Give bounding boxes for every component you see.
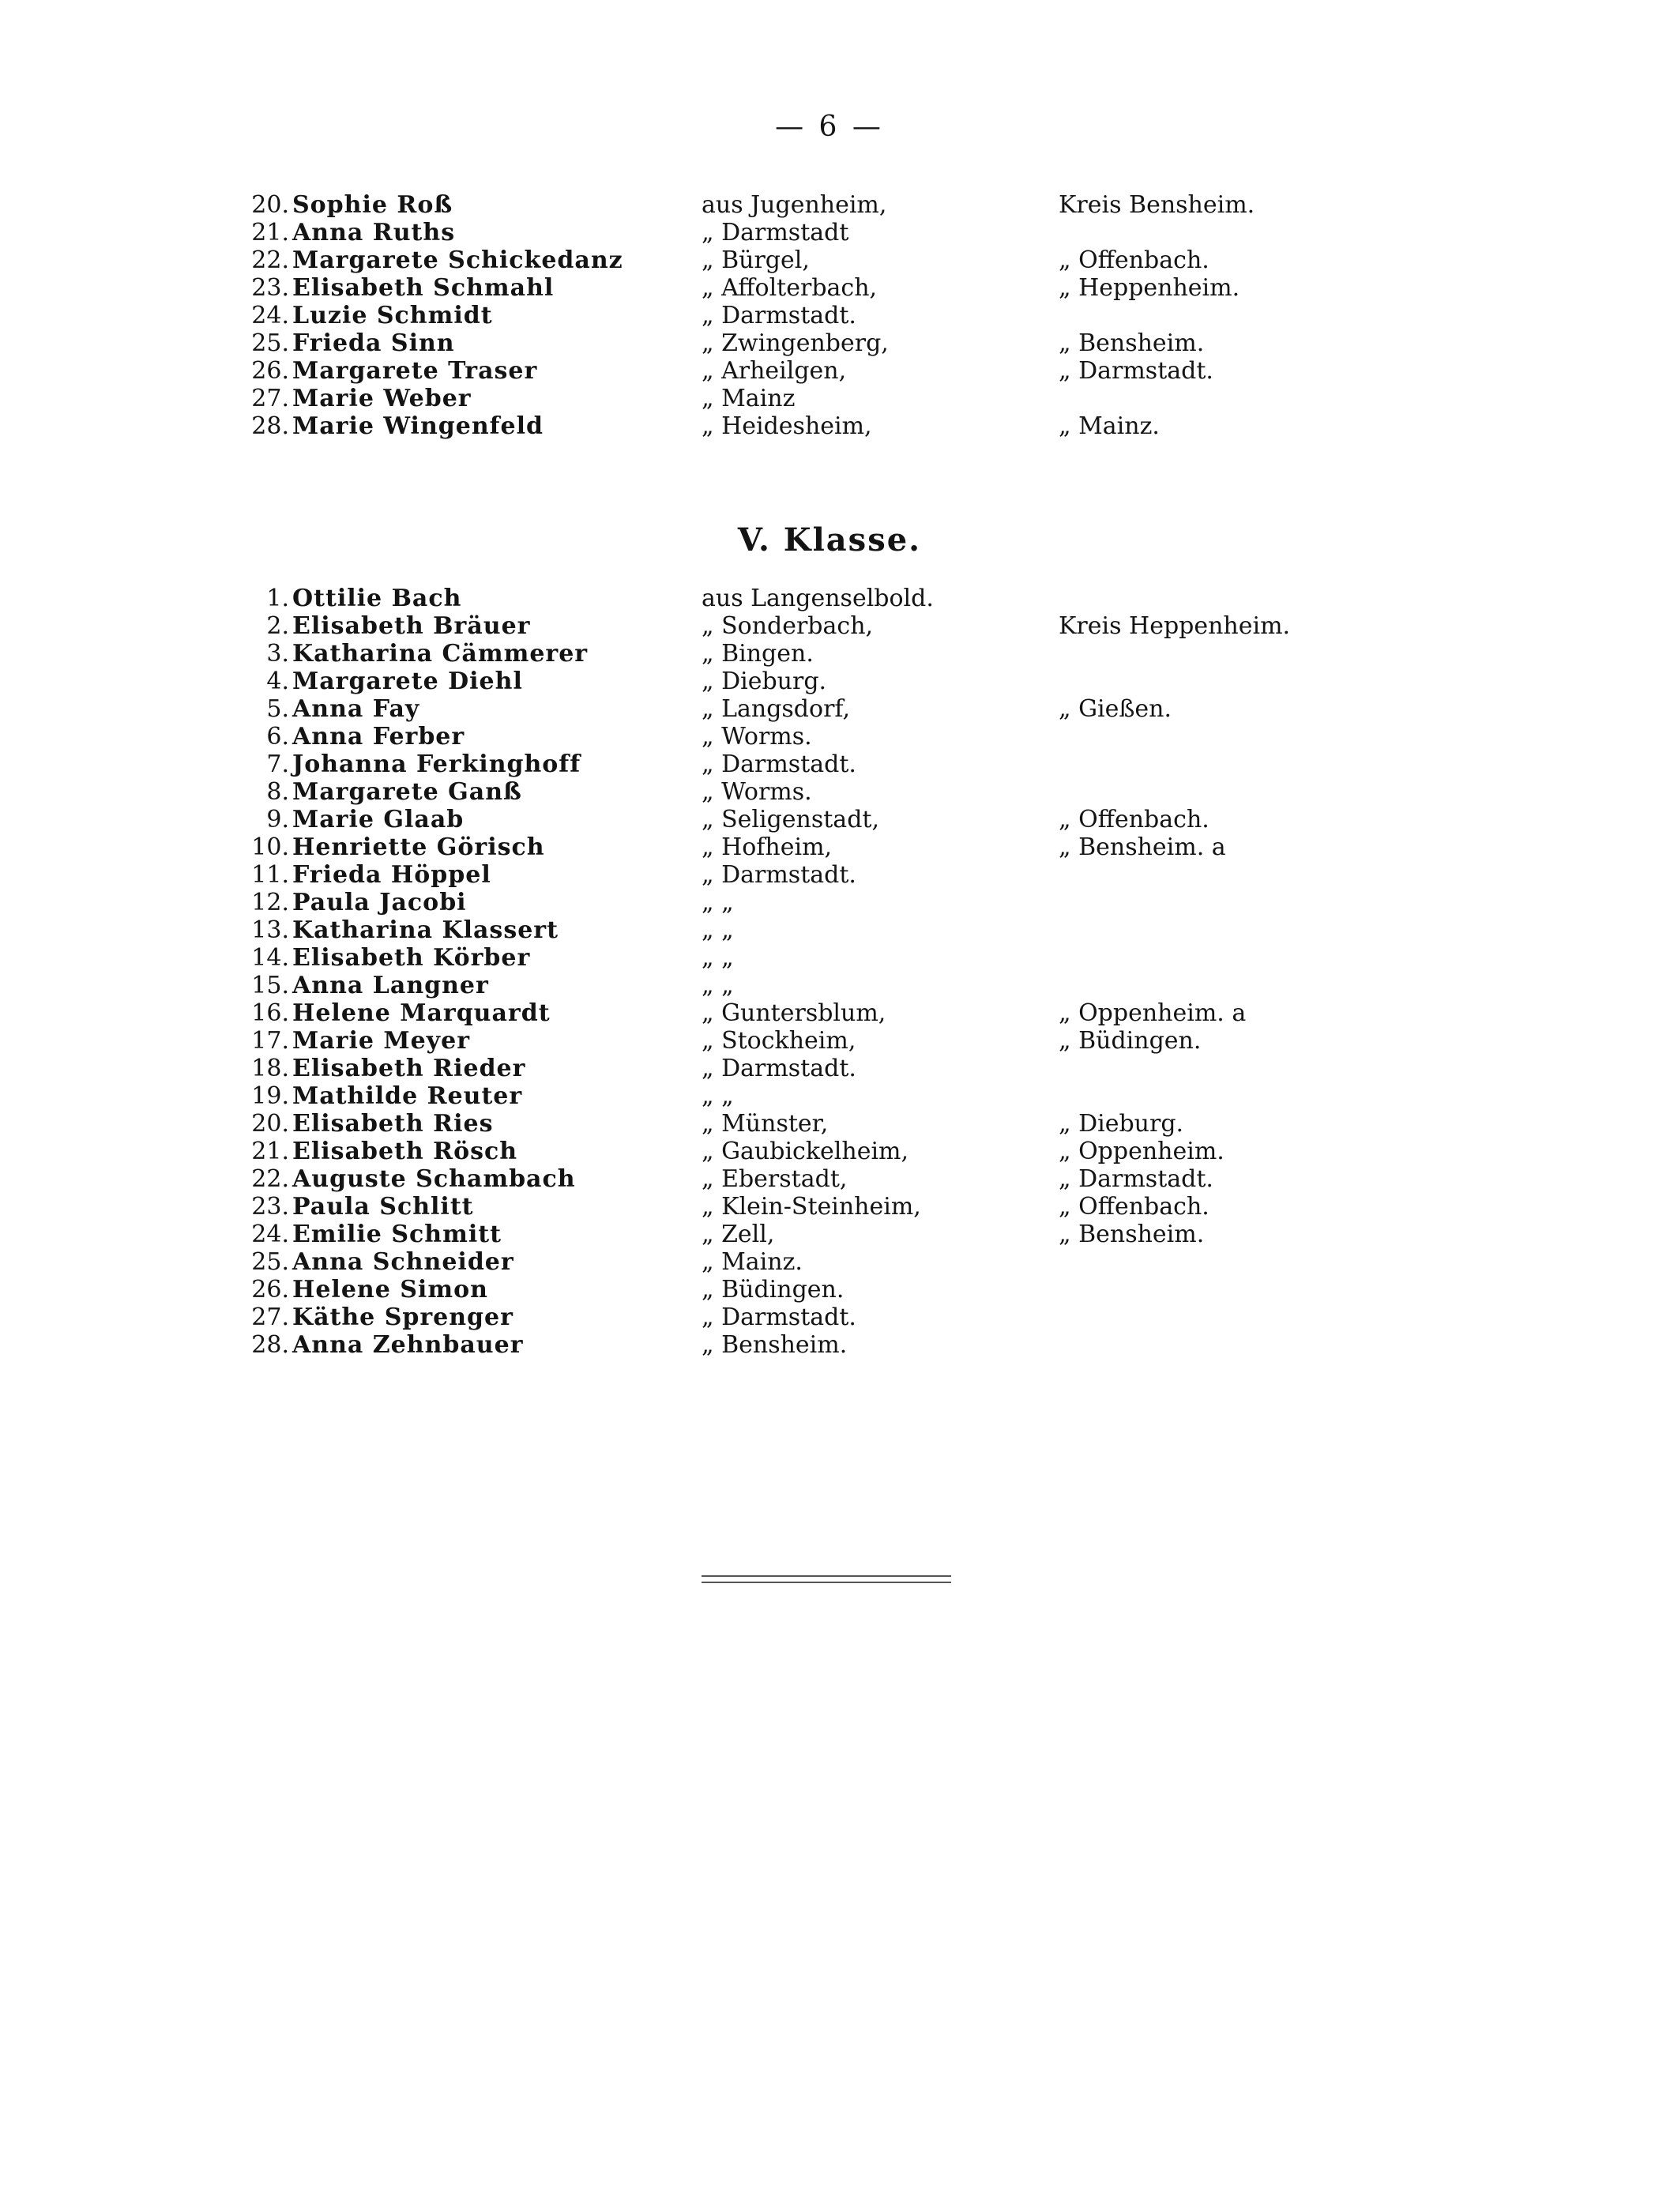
district: „ Offenbach. (1059, 806, 1209, 833)
student-name: Margarete Schickedanz (292, 246, 623, 274)
hometown: „ Mainz. (702, 1248, 803, 1276)
list-item (0, 412, 1659, 440)
class-list-continued (0, 191, 1659, 440)
student-name: Marie Weber (292, 385, 472, 412)
list-item (0, 833, 1659, 861)
hometown: „ Bürgel, (702, 246, 810, 274)
list-item (0, 1248, 1659, 1276)
district: „ Bensheim. (1059, 1221, 1205, 1248)
district: „ Bensheim. (1059, 329, 1205, 357)
list-item (0, 219, 1659, 246)
hometown: „ Sonderbach, (702, 612, 874, 640)
student-name: Ottilie Bach (292, 585, 462, 612)
list-item (0, 357, 1659, 385)
district: Kreis Heppenheim. (1059, 612, 1291, 640)
entry-number: 18. (251, 1055, 289, 1082)
hometown: „ „ (702, 944, 734, 972)
district: „ Bensheim. a (1059, 833, 1226, 861)
hometown: „ Langsdorf, (702, 695, 850, 723)
district: „ Mainz. (1059, 412, 1160, 440)
entry-number: 4. (266, 668, 289, 695)
page-number: — 6 — (775, 111, 884, 143)
entry-number: 17. (251, 1027, 289, 1055)
hometown: „ Worms. (702, 778, 812, 806)
entry-number: 23. (251, 274, 289, 302)
student-name: Frieda Höppel (292, 861, 491, 889)
entry-number: 21. (251, 219, 289, 246)
district: „ Darmstadt. (1059, 1165, 1213, 1193)
student-name: Frieda Sinn (292, 329, 455, 357)
hometown: „ „ (702, 889, 734, 916)
list-item (0, 246, 1659, 274)
hometown: „ Stockheim, (702, 1027, 856, 1055)
hometown: „ Darmstadt (702, 219, 849, 246)
student-name: Emilie Schmitt (292, 1221, 502, 1248)
list-item (0, 972, 1659, 999)
student-name: Helene Simon (292, 1276, 488, 1304)
hometown: „ Seligenstadt, (702, 806, 879, 833)
hometown: „ Hofheim, (702, 833, 833, 861)
entry-number: 15. (251, 972, 289, 999)
entry-number: 13. (251, 916, 289, 944)
hometown: aus Jugenheim, (702, 191, 887, 219)
section-title: V. Klasse. (737, 521, 922, 559)
list-item (0, 806, 1659, 833)
entry-number: 22. (251, 246, 289, 274)
entry-number: 3. (266, 640, 289, 668)
list-item (0, 585, 1659, 612)
list-item (0, 1193, 1659, 1221)
district: „ Heppenheim. (1059, 274, 1240, 302)
list-item (0, 668, 1659, 695)
list-item (0, 1304, 1659, 1331)
student-name: Anna Langner (292, 972, 489, 999)
district: „ Oppenheim. a (1059, 999, 1247, 1027)
hometown: „ Heidesheim, (702, 412, 872, 440)
student-name: Marie Glaab (292, 806, 465, 833)
student-name: Sophie Roß (292, 191, 453, 219)
list-item (0, 695, 1659, 723)
entry-number: 19. (251, 1082, 289, 1110)
entry-number: 25. (251, 1248, 289, 1276)
hometown: „ Klein-Steinheim, (702, 1193, 921, 1221)
hometown: „ Darmstadt. (702, 1304, 856, 1331)
entry-number: 28. (251, 412, 289, 440)
list-item (0, 1221, 1659, 1248)
list-item (0, 1276, 1659, 1304)
hometown: „ „ (702, 916, 734, 944)
list-item (0, 612, 1659, 640)
student-name: Anna Fay (292, 695, 420, 723)
entry-number: 8. (266, 778, 289, 806)
student-name: Katharina Cämmerer (292, 640, 589, 668)
hometown: „ Zwingenberg, (702, 329, 889, 357)
list-item (0, 861, 1659, 889)
student-name: Elisabeth Schmahl (292, 274, 555, 302)
student-name: Elisabeth Ries (292, 1110, 494, 1138)
list-item (0, 1165, 1659, 1193)
entry-number: 20. (251, 1110, 289, 1138)
student-name: Elisabeth Körber (292, 944, 531, 972)
student-name: Paula Schlitt (292, 1193, 474, 1221)
entry-number: 12. (251, 889, 289, 916)
district: „ Offenbach. (1059, 1193, 1209, 1221)
list-item (0, 999, 1659, 1027)
entry-number: 7. (266, 750, 289, 778)
student-name: Anna Schneider (292, 1248, 514, 1276)
list-item (0, 750, 1659, 778)
entry-number: 16. (251, 999, 289, 1027)
student-name: Paula Jacobi (292, 889, 467, 916)
entry-number: 26. (251, 1276, 289, 1304)
list-item (0, 778, 1659, 806)
student-name: Anna Zehnbauer (292, 1331, 524, 1359)
hometown: „ Zell, (702, 1221, 775, 1248)
list-item (0, 1082, 1659, 1110)
list-item (0, 274, 1659, 302)
entry-number: 27. (251, 385, 289, 412)
entry-number: 2. (266, 612, 289, 640)
list-item (0, 302, 1659, 329)
entry-number: 6. (266, 723, 289, 750)
list-item (0, 889, 1659, 916)
student-name: Elisabeth Bräuer (292, 612, 531, 640)
list-item (0, 329, 1659, 357)
district: „ Offenbach. (1059, 246, 1209, 274)
hometown: „ „ (702, 972, 734, 999)
hometown: „ Bingen. (702, 640, 814, 668)
double-rule-divider (702, 1575, 951, 1583)
entry-number: 9. (266, 806, 289, 833)
student-name: Anna Ferber (292, 723, 465, 750)
entry-number: 23. (251, 1193, 289, 1221)
student-name: Käthe Sprenger (292, 1304, 514, 1331)
hometown: „ „ (702, 1082, 734, 1110)
hometown: „ Münster, (702, 1110, 829, 1138)
list-item (0, 1055, 1659, 1082)
hometown: „ Büdingen. (702, 1276, 845, 1304)
district: „ Dieburg. (1059, 1110, 1184, 1138)
student-name: Elisabeth Rösch (292, 1138, 518, 1165)
list-item (0, 723, 1659, 750)
entry-number: 24. (251, 302, 289, 329)
hometown: aus Langenselbold. (702, 585, 934, 612)
list-item (0, 640, 1659, 668)
entry-number: 22. (251, 1165, 289, 1193)
entry-number: 11. (251, 861, 289, 889)
hometown: „ Darmstadt. (702, 861, 856, 889)
student-name: Margarete Ganß (292, 778, 522, 806)
hometown: „ Bensheim. (702, 1331, 848, 1359)
entry-number: 25. (251, 329, 289, 357)
student-name: Margarete Diehl (292, 668, 523, 695)
list-item (0, 1138, 1659, 1165)
hometown: „ Arheilgen, (702, 357, 847, 385)
list-item (0, 1027, 1659, 1055)
student-name: Auguste Schambach (292, 1165, 576, 1193)
entry-number: 24. (251, 1221, 289, 1248)
list-item (0, 1110, 1659, 1138)
hometown: „ Darmstadt. (702, 302, 856, 329)
student-name: Katharina Klassert (292, 916, 559, 944)
hometown: „ Dieburg. (702, 668, 827, 695)
district: „ Oppenheim. (1059, 1138, 1224, 1165)
student-name: Marie Meyer (292, 1027, 470, 1055)
hometown: „ Eberstadt, (702, 1165, 848, 1193)
student-name: Elisabeth Rieder (292, 1055, 526, 1082)
list-item (0, 916, 1659, 944)
entry-number: 20. (251, 191, 289, 219)
student-name: Margarete Traser (292, 357, 538, 385)
student-name: Marie Wingenfeld (292, 412, 544, 440)
hometown: „ Worms. (702, 723, 812, 750)
hometown: „ Darmstadt. (702, 750, 856, 778)
student-name: Luzie Schmidt (292, 302, 493, 329)
list-item (0, 191, 1659, 219)
list-item (0, 944, 1659, 972)
student-name: Anna Ruths (292, 219, 456, 246)
student-name: Johanna Ferkinghoff (292, 750, 581, 778)
hometown: „ Guntersblum, (702, 999, 886, 1027)
list-item (0, 1331, 1659, 1359)
hometown: „ Gaubickelheim, (702, 1138, 909, 1165)
entry-number: 10. (251, 833, 289, 861)
student-name: Henriette Görisch (292, 833, 545, 861)
student-name: Helene Marquardt (292, 999, 551, 1027)
entry-number: 28. (251, 1331, 289, 1359)
class-list-v (0, 585, 1659, 1359)
district: „ Gießen. (1059, 695, 1172, 723)
district: Kreis Bensheim. (1059, 191, 1255, 219)
entry-number: 14. (251, 944, 289, 972)
entry-number: 26. (251, 357, 289, 385)
entry-number: 21. (251, 1138, 289, 1165)
entry-number: 27. (251, 1304, 289, 1331)
student-name: Mathilde Reuter (292, 1082, 523, 1110)
list-item (0, 385, 1659, 412)
hometown: „ Darmstadt. (702, 1055, 856, 1082)
district: „ Darmstadt. (1059, 357, 1213, 385)
hometown: „ Mainz (702, 385, 796, 412)
hometown: „ Affolterbach, (702, 274, 878, 302)
entry-number: 1. (266, 585, 289, 612)
district: „ Büdingen. (1059, 1027, 1202, 1055)
entry-number: 5. (266, 695, 289, 723)
